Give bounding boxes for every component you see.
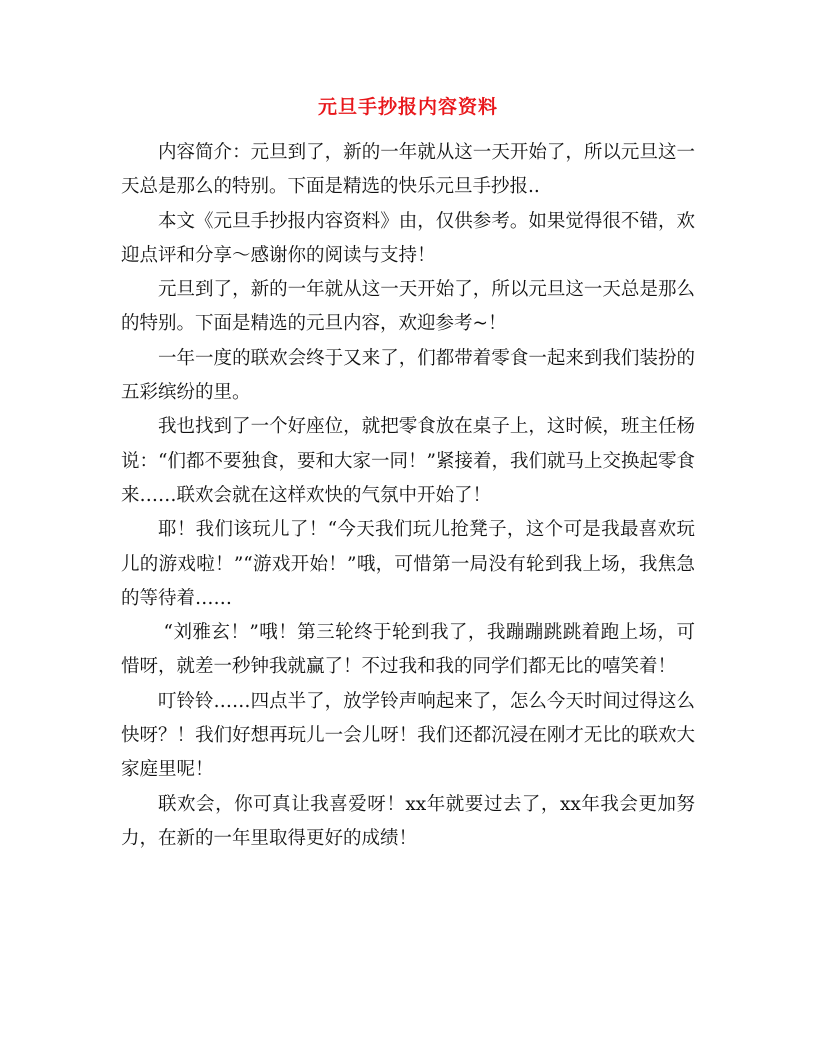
paragraph-third-round: “刘雅玄！”哦！第三轮终于轮到我了，我蹦蹦跳跳着跑上场，可惜呀，就差一秒钟我就赢了！不过我和我的同学们都无比的嘻笑着！ [121, 622, 695, 678]
paragraph-game-start: 耶！我们该玩儿了！“今天我们玩儿抢凳子，这个可是我最喜欢玩儿的游戏啦！”“游戏开始！”哦，可惜第一局没有轮到我上场，我焦急的等待着…… [121, 519, 695, 609]
paragraph-closing: 联欢会，你可真让我喜爱呀！xx年就要过去了，xx年我会更加努力，在新的一年里取得更好的成绩！ [121, 793, 695, 849]
document-body [121, 136, 695, 856]
paragraph-party-arrives: 一年一度的联欢会终于又来了，们都带着零食一起来到我们装扮的五彩缤纷的里。 [121, 347, 695, 404]
paragraph-article-note: 本文《元旦手抄报内容资料》由，仅供参考。如果觉得很不错，欢迎点评和分享～感谢你的阅读与支持！ [121, 210, 695, 266]
paragraph-new-year: 元旦到了，新的一年就从这一天开始了，所以元旦这一天总是那么的特别。下面是精选的元旦内容，欢迎参考~！ [121, 279, 695, 335]
paragraph-seat-and-snacks: 我也找到了一个好座位，就把零食放在桌子上，这时候，班主任杨说：“们都不要独食，要和大家一同！”紧接着，我们就马上交换起零食来……联欢会就在这样欢快的气氛中开始了！ [121, 416, 695, 506]
paragraph-school-bell: 叮铃铃……四点半了，放学铃声响起来了，怎么今天时间过得这么快呀？！我们好想再玩儿一会儿呀！我们还都沉浸在刚才无比的联欢大家庭里呢！ [121, 690, 695, 781]
paragraph-intro: 内容简介：元旦到了，新的一年就从这一天开始了，所以元旦这一天总是那么的特别。下面是精选的快乐元旦手抄报.. [121, 142, 695, 198]
document-title: 元旦手抄报内容资料 [317, 96, 498, 118]
